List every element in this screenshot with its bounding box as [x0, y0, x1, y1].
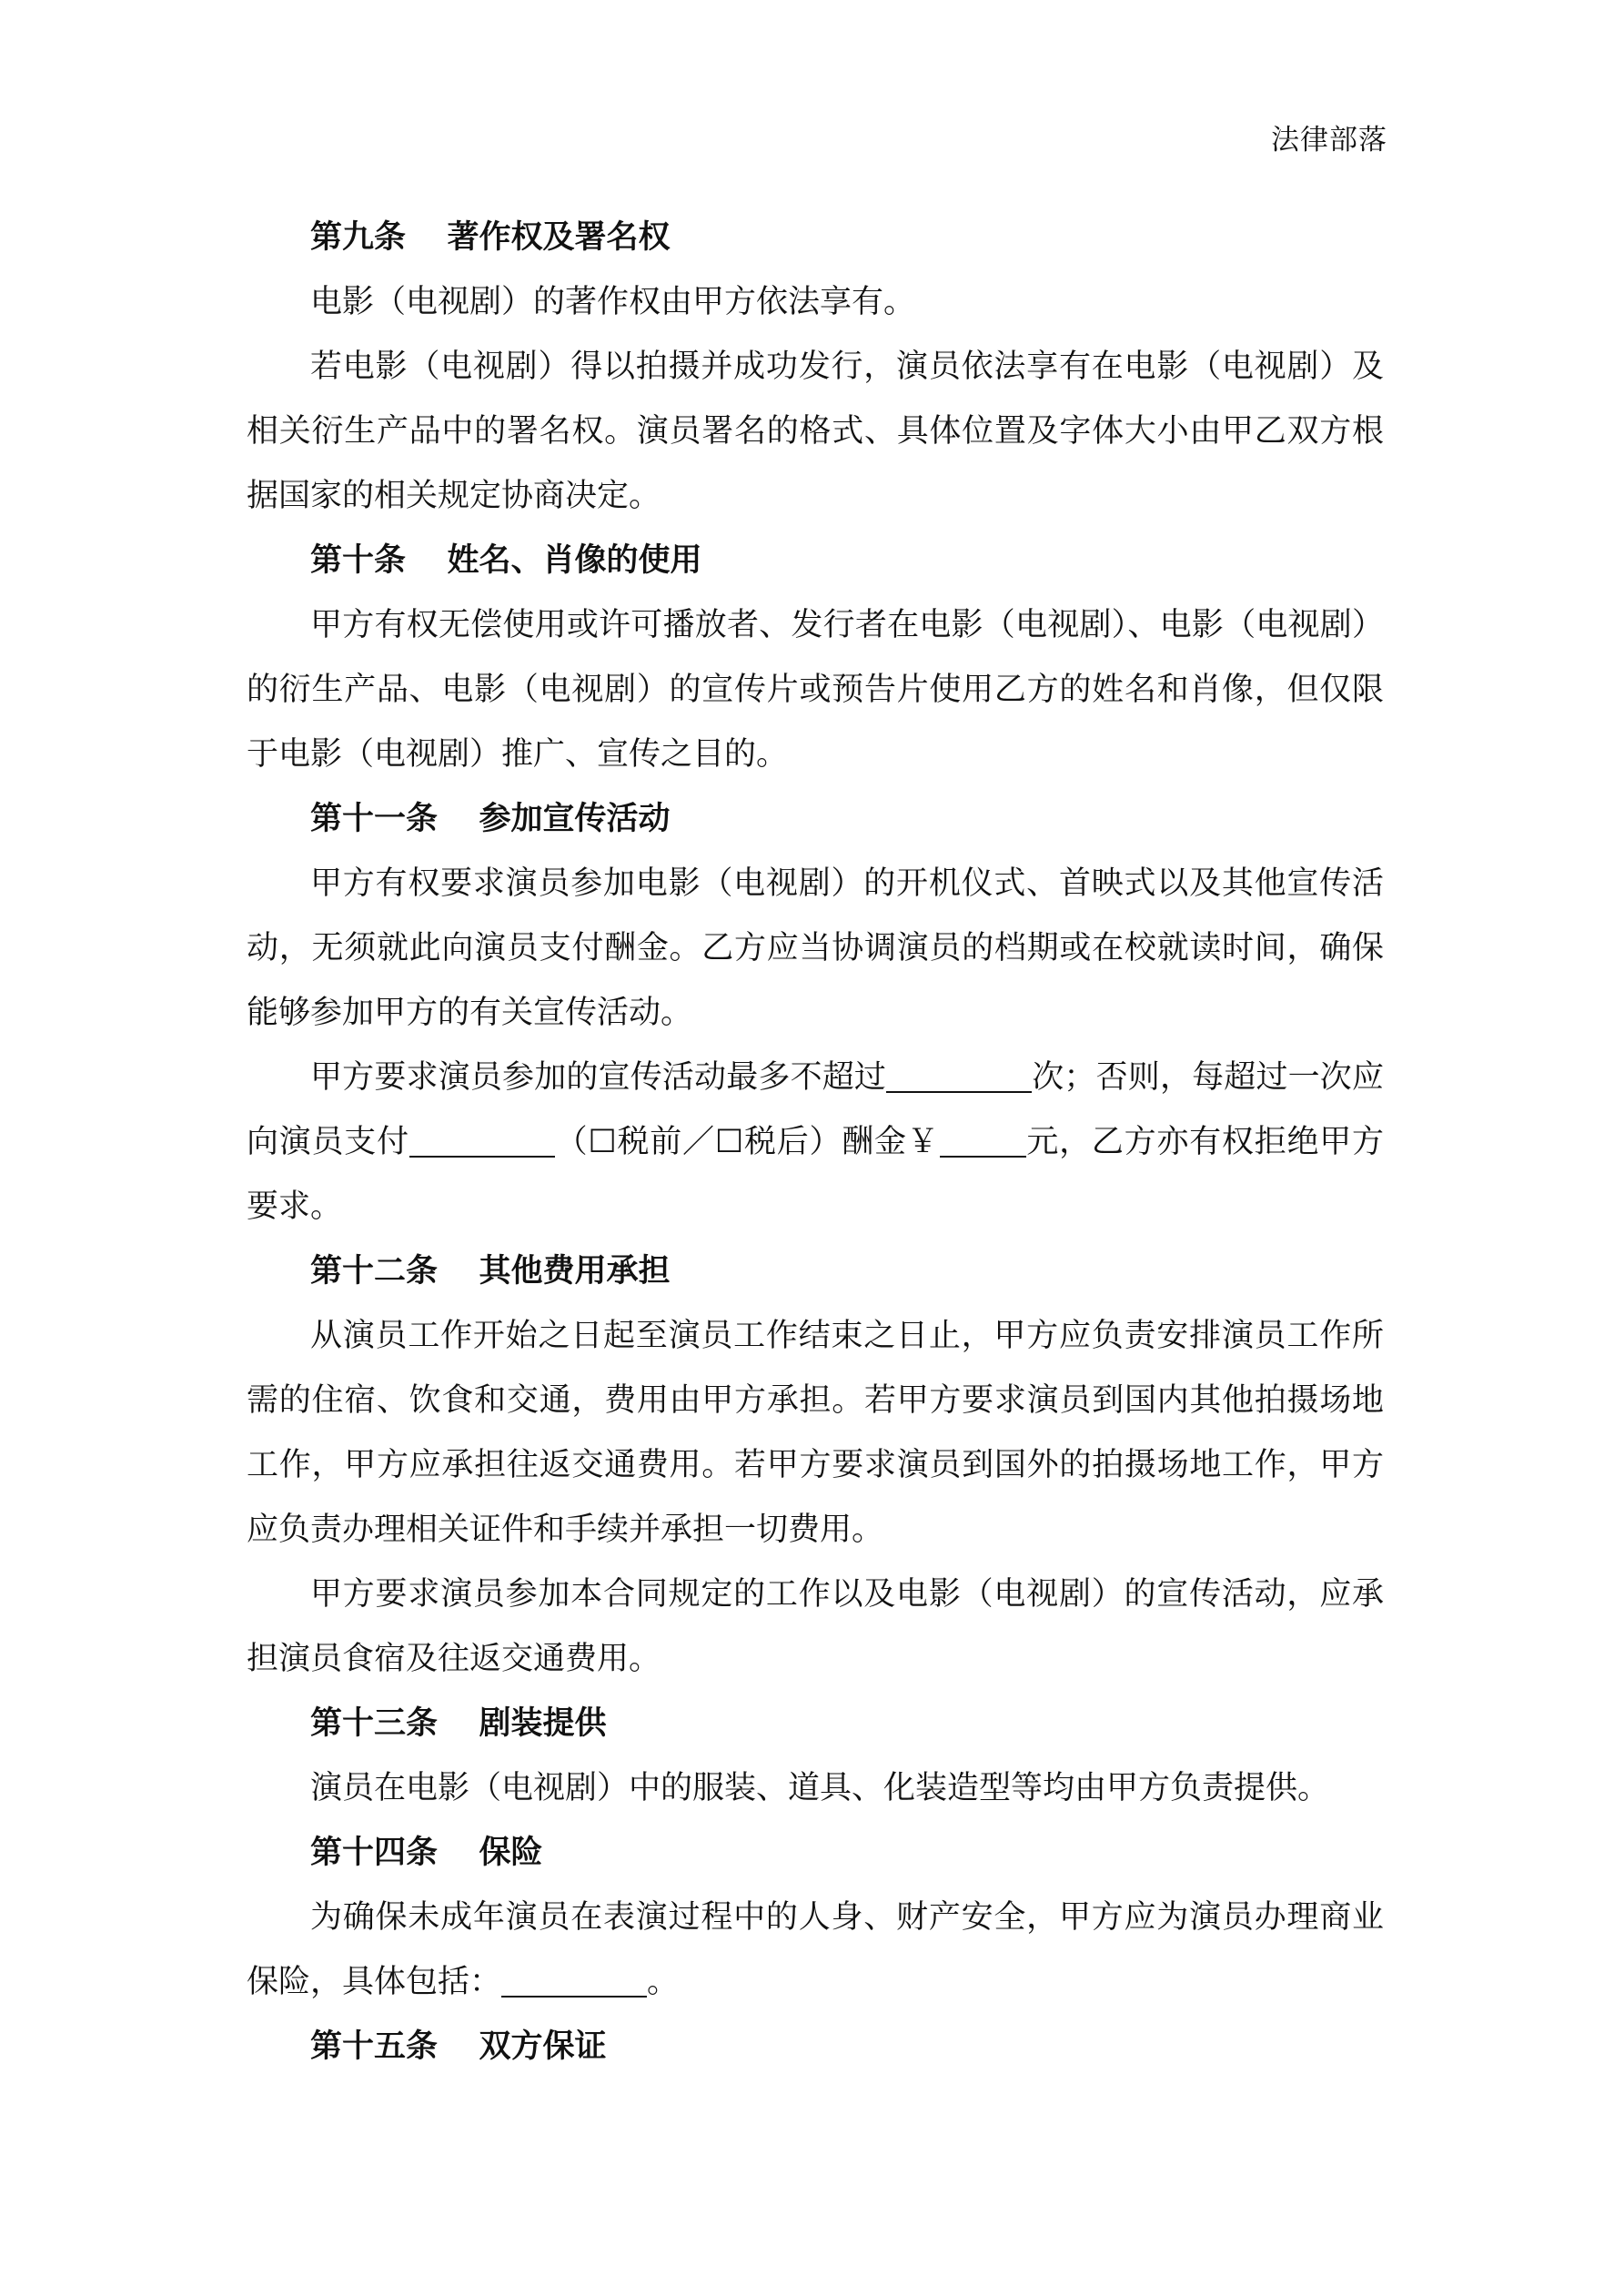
article-15-heading: [247, 2015, 1384, 2079]
article-10-paragraph-1: 甲方有权无偿使用或许可播放者、发行者在电影（电视剧）、电影（电视剧）的衍生产品、电影（电视剧）的宣传片或预告片使用乙方的姓名和肖像，但仅限于电影（电视剧）推广、宣传之目的。: [247, 607, 1384, 773]
article-15-number: 第十五条: [310, 2028, 439, 2065]
article-13-number: 第十三条: [310, 1705, 439, 1742]
article-14-title: 保险: [479, 1835, 543, 1871]
article-13-heading: [247, 1692, 1384, 1756]
article-12-paragraph-2: 甲方要求演员参加本合同规定的工作以及电影（电视剧）的宣传活动，应承担演员食宿及往返交通费用。: [247, 1576, 1384, 1677]
article-11-title: 参加宣传活动: [479, 801, 671, 837]
contract-body: [247, 206, 1384, 2079]
article-12-number: 第十二条: [310, 1253, 439, 1290]
article-12-title: 其他费用承担: [479, 1253, 671, 1290]
article-9-paragraph-2: 若电影（电视剧）得以拍摄并成功发行，演员依法享有在电影（电视剧）及相关衍生产品中的署名权。演员署名的格式、具体位置及字体大小由甲乙双方根据国家的相关规定协商决定。: [247, 349, 1384, 514]
article-9-paragraph-1: 电影（电视剧）的著作权由甲方依法享有。: [310, 284, 916, 320]
article-14-number: 第十四条: [310, 1835, 439, 1871]
article-11-paragraph-1: 甲方有权要求演员参加电影（电视剧）的开机仪式、首映式以及其他宣传活动，无须就此向演员支付酬金。乙方应当协调演员的档期或在校就读时间，确保能够参加甲方的有关宣传活动。: [247, 865, 1384, 1031]
article-11-p2-text-d: 元，乙方亦有权拒绝甲方要求。: [247, 1124, 1384, 1225]
article-14-heading: [247, 1821, 1384, 1886]
article-13-title: 剧装提供: [479, 1705, 607, 1742]
article-10-number: 第十条: [310, 542, 407, 579]
article-11-p2-text-a: 甲方要求演员参加的宣传活动最多不超过: [310, 1059, 887, 1096]
article-14-p1-text-b: 。: [647, 1964, 680, 2000]
article-15-title: 双方保证: [479, 2028, 607, 2065]
article-9-number: 第九条: [310, 219, 407, 256]
remuneration-amount-blank[interactable]: [940, 1121, 1026, 1158]
article-9-title: 著作权及署名权: [447, 219, 671, 256]
article-14-p1-text-a: 为确保未成年演员在表演过程中的人身、财产安全，甲方应为演员办理商业保险，具体包括：: [247, 1899, 1384, 2000]
insurance-items-blank[interactable]: [501, 1961, 647, 1998]
page-header-label: 法律部落: [1271, 124, 1387, 157]
article-13-paragraph-1: 演员在电影（电视剧）中的服装、道具、化装造型等均由甲方负责提供。: [310, 1770, 1330, 1806]
article-10-heading: [247, 529, 1384, 593]
article-11-heading: [247, 787, 1384, 852]
article-10-title: 姓名、肖像的使用: [447, 542, 702, 579]
article-11-p2-text-b: 次；否则，每超过一次应向演员支付: [247, 1059, 1384, 1160]
article-12-heading: [247, 1239, 1384, 1304]
max-activities-blank[interactable]: [886, 1057, 1032, 1093]
article-9-heading: [247, 206, 1384, 270]
article-11-p2-text-c: （☐税前／☐税后）酬金￥: [554, 1124, 940, 1160]
article-14-paragraph-1: [247, 1886, 1384, 2015]
extra-fee-blank[interactable]: [409, 1121, 555, 1158]
article-12-paragraph-1: 从演员工作开始之日起至演员工作结束之日止，甲方应负责安排演员工作所需的住宿、饮食和交通，费用由甲方承担。若甲方要求演员到国内其他拍摄场地工作，甲方应承担往返交通费用。若甲方要求演员到国外的拍摄场地工作，甲方应负责办理相关证件和手续并承担一切费用。: [247, 1318, 1384, 1548]
article-11-paragraph-2: [247, 1046, 1384, 1239]
article-11-number: 第十一条: [310, 801, 439, 837]
